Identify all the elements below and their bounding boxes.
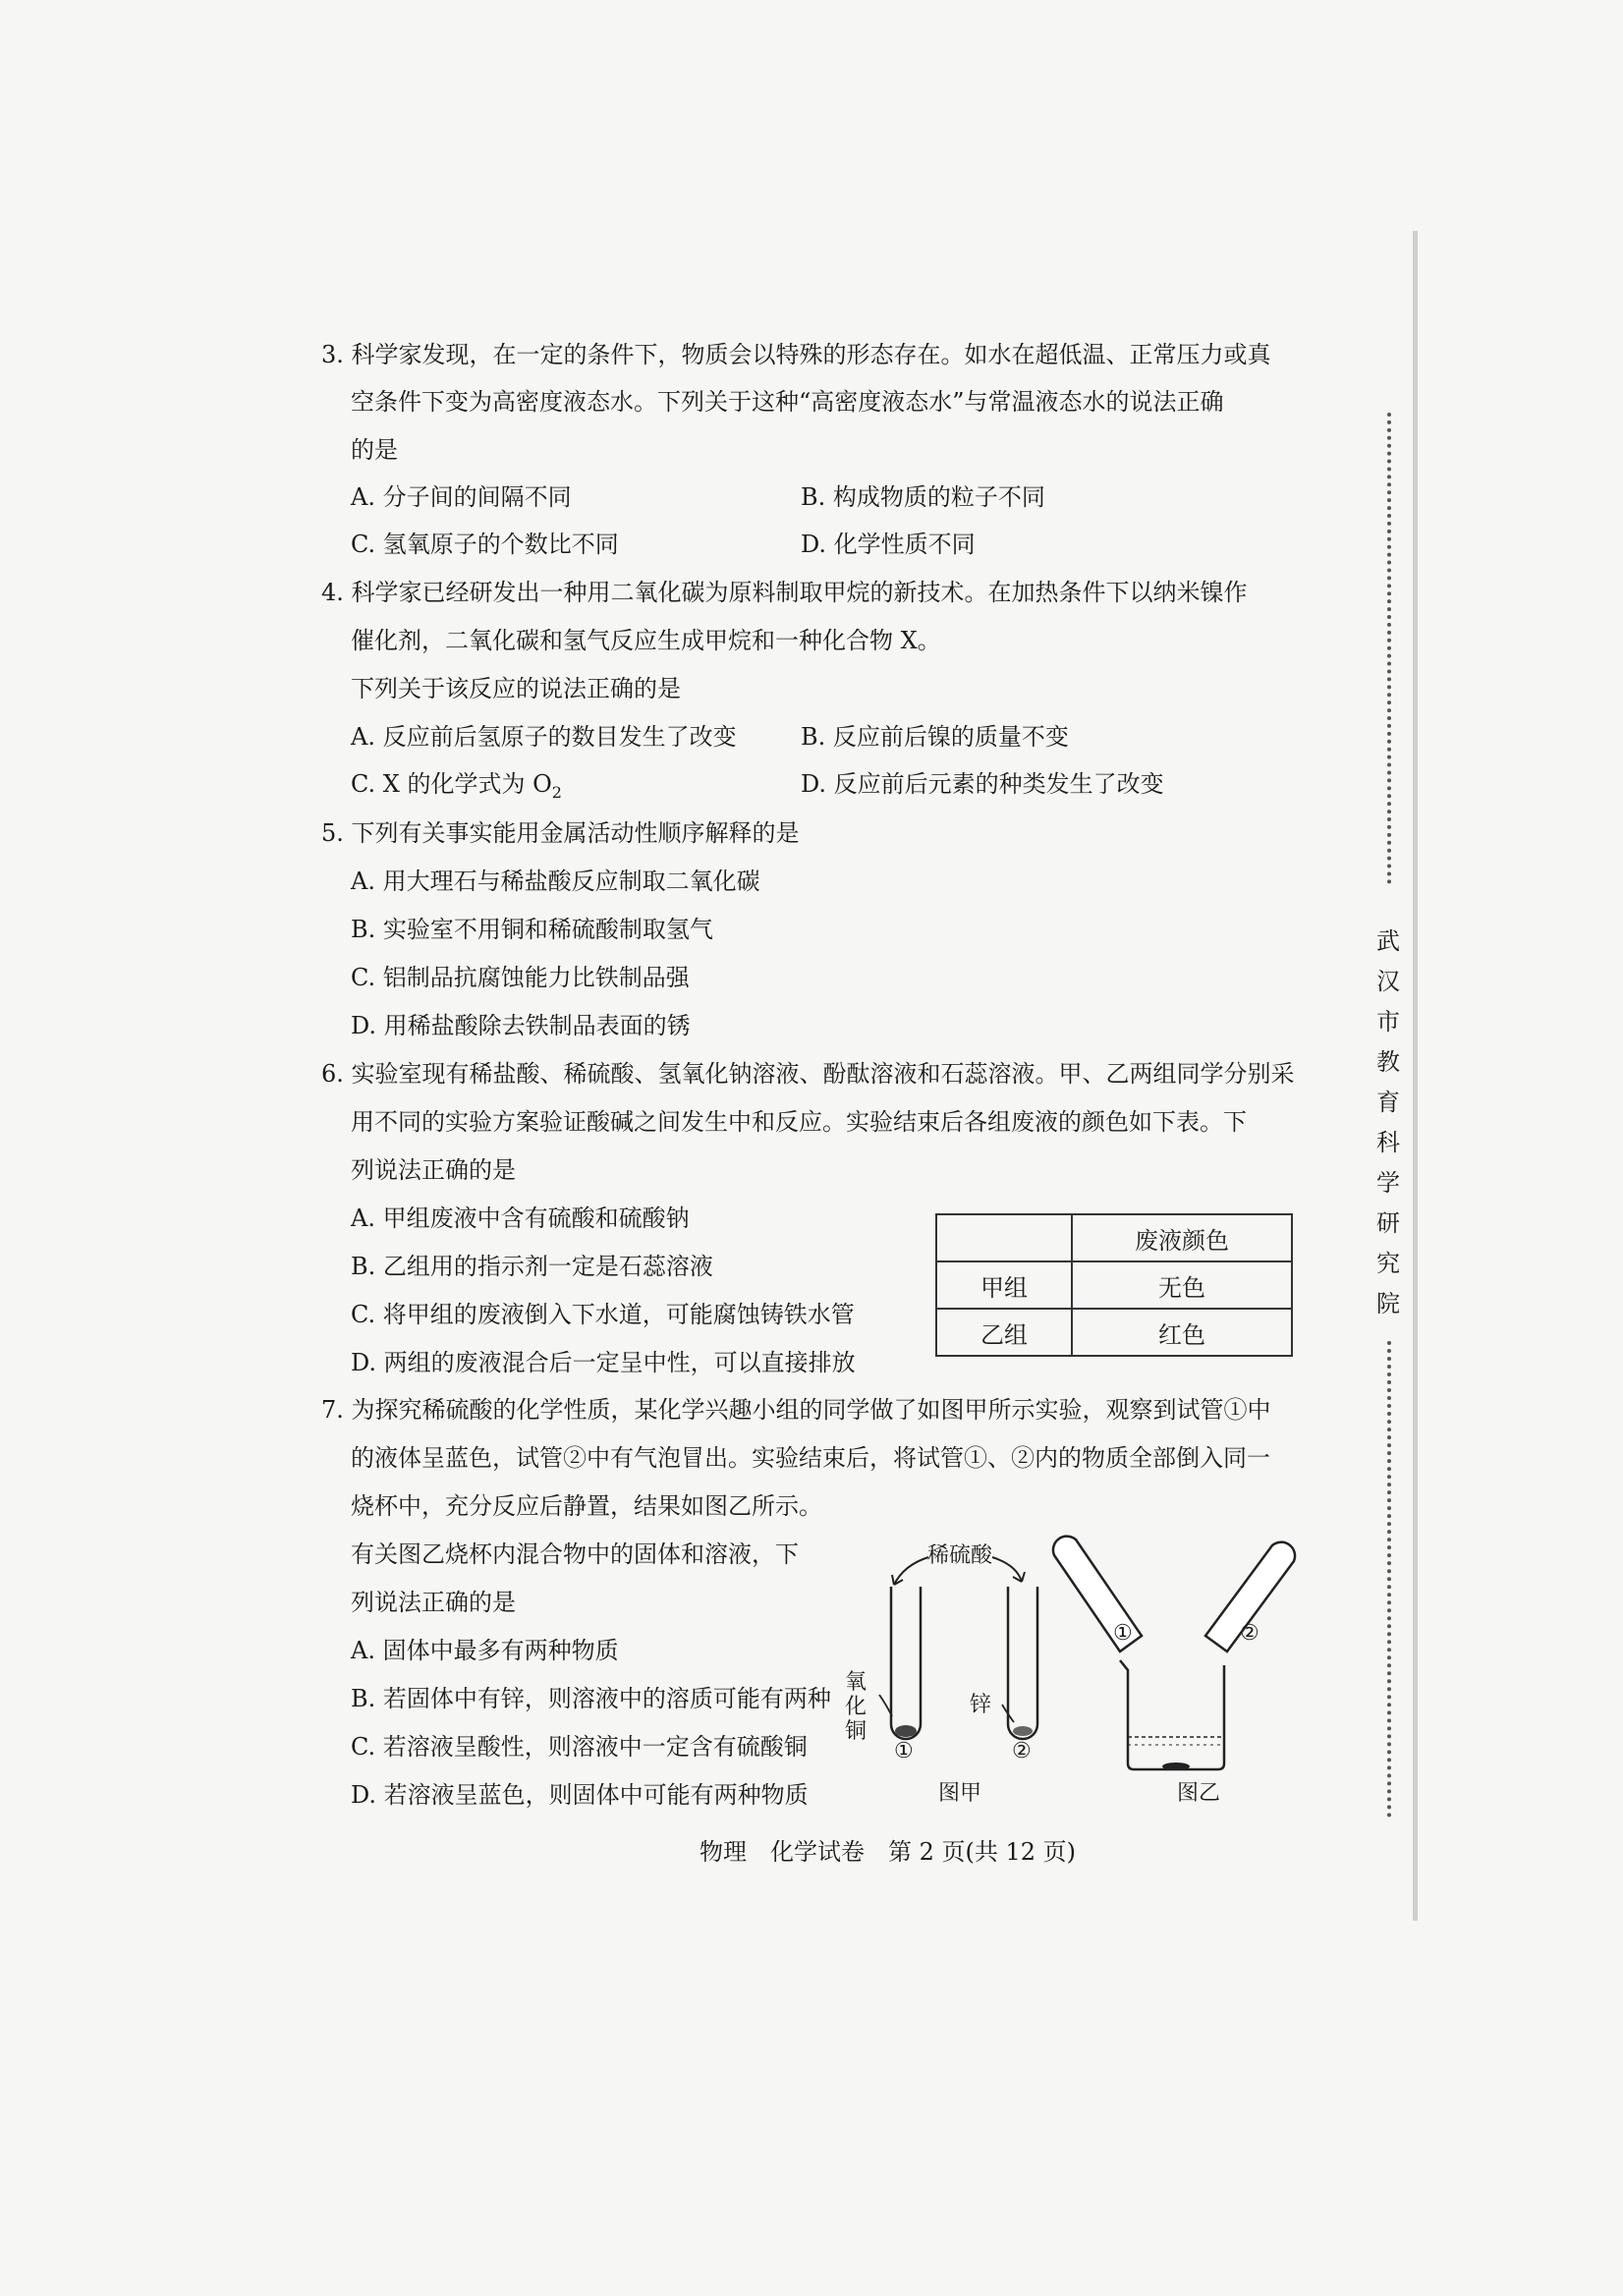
q6-option-a: A. 甲组废液中含有硫酸和硫酸钠 — [351, 1204, 690, 1232]
acid-label: 稀硫酸 — [927, 1543, 993, 1568]
q3-stem-line: 的是 — [351, 436, 398, 464]
figure-b-caption: 图乙 — [1177, 1781, 1221, 1806]
test-tube-1 — [891, 1587, 921, 1739]
binding-char: 究 — [1376, 1250, 1400, 1277]
acid-arrow-left — [894, 1557, 928, 1585]
binding-char: 科 — [1376, 1129, 1400, 1156]
q3-option-a: A. 分子间的间隔不同 — [351, 483, 572, 511]
table-row — [936, 1261, 1292, 1309]
q7-stem-line: 烧杯中，充分反应后静置，结果如图乙所示。 — [351, 1492, 822, 1520]
copper-oxide-label-char: 化 — [844, 1695, 867, 1719]
q3-option-b: B. 构成物质的粒子不同 — [801, 483, 1045, 511]
binding-char: 育 — [1376, 1089, 1400, 1116]
q7-stem-line: 7. 为探究稀硫酸的化学性质，某化学兴趣小组的同学做了如图甲所示实验，观察到试管①中 — [321, 1396, 1271, 1424]
experiment-drawing — [835, 1528, 1326, 1822]
acid-arrow-right — [992, 1557, 1022, 1582]
q6-option-b: B. 乙组用的指示剂一定是石蕊溶液 — [351, 1253, 713, 1280]
q5-option-c: C. 铝制品抗腐蚀能力比铁制品强 — [351, 964, 690, 991]
q7-option-c: C. 若溶液呈酸性，则溶液中一定含有硫酸铜 — [351, 1733, 808, 1761]
q4-option-c-subscript: 2 — [551, 782, 562, 802]
copper-oxide-label — [843, 1670, 868, 1744]
q5-option-d: D. 用稀盐酸除去铁制品表面的锈 — [351, 1012, 691, 1039]
q5-option-b: B. 实验室不用铜和稀硫酸制取氢气 — [351, 916, 713, 943]
q3-stem-line: 3. 科学家发现，在一定的条件下，物质会以特殊的形态存在。如水在超低温、正常压力或真 — [321, 341, 1271, 368]
q7-stem-line: 的液体呈蓝色，试管②中有气泡冒出。实验结束后，将试管①、②内的物质全部倒入同一 — [351, 1444, 1270, 1472]
beaker-solid — [1162, 1763, 1190, 1770]
q7-option-b: B. 若固体中有锌，则溶液中的溶质可能有两种 — [351, 1685, 831, 1712]
q6-stem-line: 用不同的实验方案验证酸碱之间发生中和反应。实验结束后各组废液的颜色如下表。下 — [351, 1108, 1247, 1136]
table-cell: 无色 — [1072, 1261, 1292, 1309]
binding-char: 学 — [1376, 1169, 1400, 1197]
figure-a-caption: 图甲 — [938, 1781, 982, 1806]
q4-option-c-text: C. X 的化学式为 O — [351, 770, 552, 798]
q4-option-a: A. 反应前后氢原子的数目发生了改变 — [351, 723, 737, 751]
q6-stem-line: 6. 实验室现有稀盐酸、稀硫酸、氢氧化钠溶液、酚酞溶液和石蕊溶液。甲、乙两组同学分别采 — [321, 1060, 1295, 1088]
q7-stem-line: 列说法正确的是 — [351, 1589, 516, 1616]
zinc-label: 锌 — [970, 1693, 992, 1717]
waste-color-table — [935, 1213, 1293, 1357]
q3-option-d: D. 化学性质不同 — [801, 531, 976, 558]
table-cell: 甲组 — [936, 1261, 1072, 1309]
binding-char: 教 — [1376, 1048, 1400, 1076]
table-header-cell: 废液颜色 — [1072, 1214, 1292, 1261]
binding-char: 研 — [1376, 1209, 1400, 1237]
table-row — [936, 1214, 1292, 1261]
page-footer: 物理 化学试卷 第 2 页(共 12 页) — [700, 1838, 1077, 1866]
table-row — [936, 1309, 1292, 1356]
binding-border — [1413, 231, 1418, 1921]
q4-option-b: B. 反应前后镍的质量不变 — [801, 723, 1069, 751]
q6-stem-line: 列说法正确的是 — [351, 1156, 516, 1184]
copper-oxide-label-char: 氧 — [844, 1670, 867, 1695]
poured-tube-2-label: ② — [1240, 1621, 1259, 1646]
q4-stem-line: 4. 科学家已经研发出一种用二氧化碳为原料制取甲烷的新技术。在加热条件下以纳米镍作 — [321, 579, 1248, 606]
q3-stem-line: 空条件下变为高密度液态水。下列关于这种“高密度液态水”与常温液态水的说法正确 — [351, 388, 1224, 416]
table-header-cell — [936, 1214, 1072, 1261]
binding-char: 武 — [1376, 927, 1400, 955]
binding-char: 院 — [1376, 1290, 1400, 1317]
table-cell: 红色 — [1072, 1309, 1292, 1356]
q7-stem-line: 有关图乙烧杯内混合物中的固体和溶液，下 — [351, 1540, 799, 1568]
binding-char: 市 — [1376, 1008, 1400, 1036]
q5-stem-line: 5. 下列有关事实能用金属活动性顺序解释的是 — [321, 819, 800, 847]
copper-oxide-label-char: 铜 — [844, 1719, 867, 1744]
tube-1-label: ① — [894, 1739, 914, 1764]
binding-dots-bottom — [1387, 1341, 1395, 1818]
beaker — [1120, 1660, 1224, 1769]
q6-option-c: C. 将甲组的废液倒入下水道，可能腐蚀铸铁水管 — [351, 1301, 855, 1328]
copper-oxide-powder — [895, 1725, 917, 1737]
test-tube-2 — [1008, 1587, 1037, 1739]
table-cell: 乙组 — [936, 1309, 1072, 1356]
poured-tube-1-label: ① — [1113, 1621, 1133, 1646]
q4-option-d: D. 反应前后元素的种类发生了改变 — [801, 770, 1164, 798]
q4-stem-line: 下列关于该反应的说法正确的是 — [351, 675, 681, 702]
q7-option-d: D. 若溶液呈蓝色，则固体中可能有两种物质 — [351, 1781, 809, 1809]
binding-dots-top — [1387, 413, 1395, 884]
binding-strip-text — [1373, 922, 1403, 1324]
tube-2-label: ② — [1012, 1739, 1032, 1764]
zinc-granules — [1013, 1726, 1033, 1736]
q5-option-a: A. 用大理石与稀盐酸反应制取二氧化碳 — [351, 868, 760, 895]
q4-stem-line: 催化剂，二氧化碳和氢气反应生成甲烷和一种化合物 X。 — [351, 627, 941, 654]
q4-option-c — [351, 769, 562, 808]
q6-option-d: D. 两组的废液混合后一定呈中性，可以直接排放 — [351, 1349, 856, 1376]
q7-option-a: A. 固体中最多有两种物质 — [351, 1637, 619, 1664]
binding-char: 汉 — [1376, 968, 1400, 995]
q3-option-c: C. 氢氧原子的个数比不同 — [351, 531, 619, 558]
